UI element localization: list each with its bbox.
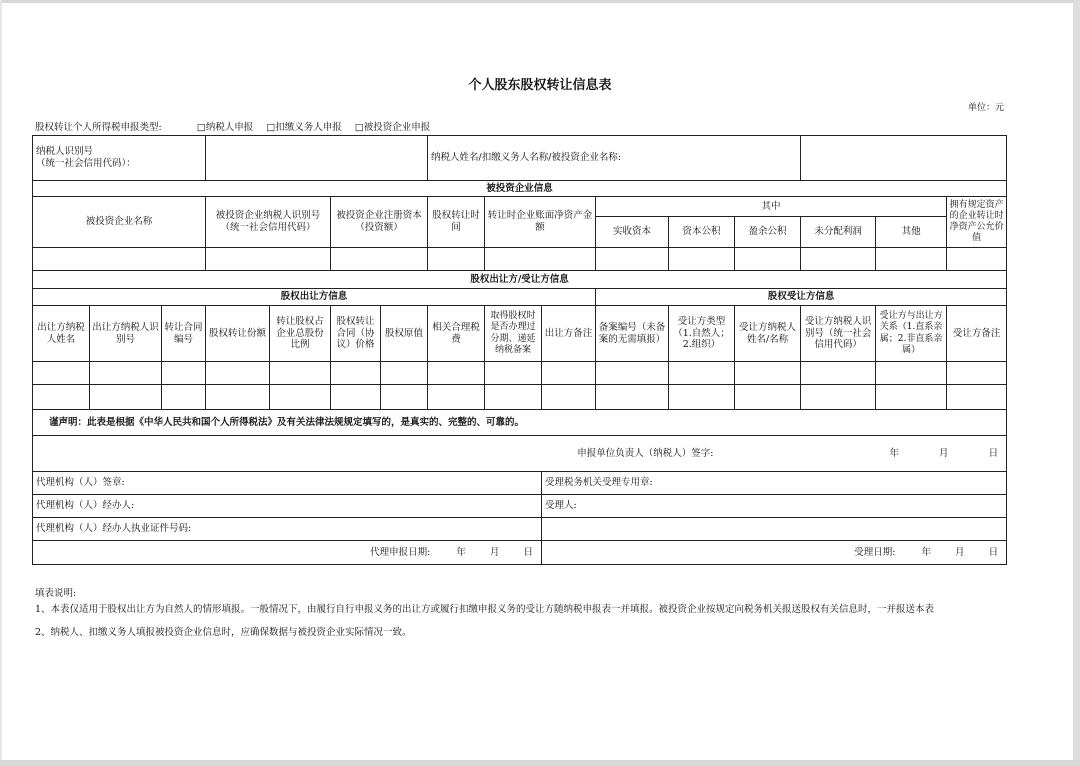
agent-date-day: 日 <box>523 546 534 558</box>
invested-tax-id-cell[interactable] <box>206 248 331 271</box>
other-header: 其他 <box>876 217 947 248</box>
table-cell[interactable] <box>947 362 1007 385</box>
table-cell[interactable] <box>669 362 735 385</box>
receiver-label[interactable]: 受理人: <box>542 495 1007 518</box>
table-cell[interactable] <box>596 385 669 410</box>
tax-office-seal-label[interactable]: 受理税务机关受理专用章: <box>542 472 1007 495</box>
table-cell[interactable] <box>206 385 270 410</box>
taxpayer-header-row <box>33 136 1007 181</box>
table-cell[interactable] <box>485 385 542 410</box>
page-right-border <box>1073 0 1080 766</box>
note-item: 1、本表仅适用于股权出让方为自然人的情形填报。一般情况下，由履行自行申报义务的出让方或履行扣缴申报义务的受让方随纳税申报表一并填报。被投资企业按规定向税务机关报送股权有关信息时，一并报送本表 <box>35 604 935 615</box>
relationship-header: 受让方与出让方关系（1.直系亲属；2.非直系亲属） <box>876 306 947 362</box>
transferor-tax-id-header: 出让方纳税人识别号 <box>90 306 162 362</box>
table-cell[interactable] <box>270 385 331 410</box>
equity-transfer-table <box>32 135 1007 565</box>
transferee-name-header: 受让方纳税人姓名/名称 <box>735 306 801 362</box>
table-cell[interactable] <box>381 362 428 385</box>
taxpayer-name-label: 纳税人姓名/扣缴义务人名称/被投资企业名称: <box>428 136 801 181</box>
table-cell[interactable] <box>735 385 801 410</box>
table-cell[interactable] <box>428 385 485 410</box>
note-item: 2、纳税人、扣缴义务人填报被投资企业信息时，应确保数据与被投资企业实际情况一致。 <box>35 627 412 638</box>
table-cell[interactable] <box>876 385 947 410</box>
invested-tax-id-header: 被投资企业纳税人识别号（统一社会信用代码） <box>206 197 331 248</box>
table-cell[interactable] <box>331 362 381 385</box>
tax-office-date-year: 年 <box>921 546 931 558</box>
taxpayer-name-cell[interactable] <box>801 136 1007 181</box>
signature-year: 年 <box>889 447 899 459</box>
fair-value-header: 拥有规定资产的企业转让时净资产公允价值 <box>947 197 1007 248</box>
agent-handler-label[interactable]: 代理机构（人）经办人: <box>33 495 542 518</box>
agent-license-row <box>33 518 1007 541</box>
net-assets-header: 转让时企业账面净资产金额 <box>485 197 596 248</box>
contract-number-header: 转让合同编号 <box>162 306 206 362</box>
party-data-row <box>33 385 1007 410</box>
table-cell[interactable] <box>542 385 596 410</box>
transfer-share-header: 股权转让份额 <box>206 306 270 362</box>
invested-section-title: 被投资企业信息 <box>33 181 1007 197</box>
table-cell[interactable] <box>876 362 947 385</box>
transfer-time-cell[interactable] <box>428 248 485 271</box>
tax-office-date-cell[interactable] <box>542 541 1007 565</box>
tax-office-date-day: 日 <box>988 546 999 558</box>
installment-filing-header: 取得股权时是否办理过分期、递延纳税备案 <box>485 306 542 362</box>
undistributed-profit-header: 未分配利润 <box>801 217 876 248</box>
declaration-type-label: 股权转让个人所得税申报类型: <box>35 122 162 133</box>
agent-seal-label[interactable]: 代理机构（人）签章: <box>33 472 542 495</box>
table-cell[interactable] <box>428 362 485 385</box>
declaration-type-row <box>35 119 430 133</box>
party-header-row <box>33 306 1007 362</box>
page-title: 个人股东股权转让信息表 <box>468 78 612 93</box>
blank-cell <box>542 518 1007 541</box>
transferee-tax-id-header: 受让方纳税人识别号（统一社会信用代码） <box>801 306 876 362</box>
taxpayer-id-cell[interactable] <box>206 136 428 181</box>
table-cell[interactable] <box>669 385 735 410</box>
unit-label: 单位：元 <box>967 103 1004 113</box>
invested-name-header: 被投资企业名称 <box>33 197 206 248</box>
invested-enterprise-declare-checkbox[interactable]: □被投资企业申报 <box>354 122 431 133</box>
surplus-reserve-header: 盈余公积 <box>735 217 801 248</box>
share-ratio-header: 转让股权占企业总股份比例 <box>270 306 331 362</box>
surplus-reserve-cell[interactable] <box>735 248 801 271</box>
paid-in-capital-header: 实收资本 <box>596 217 669 248</box>
table-cell[interactable] <box>947 385 1007 410</box>
tax-office-date-month: 月 <box>955 546 965 558</box>
table-cell[interactable] <box>801 385 876 410</box>
signature-day: 日 <box>988 447 999 459</box>
table-cell[interactable] <box>735 362 801 385</box>
signature-label: 申报单位负责人（纳税人）签字: <box>577 447 714 459</box>
of-which-header: 其中 <box>596 197 947 217</box>
transferor-remarks-header: 出让方备注 <box>542 306 596 362</box>
agent-date-label: 代理申报日期: <box>370 546 431 558</box>
agent-license-label[interactable]: 代理机构（人）经办人执业证件号码: <box>33 518 542 541</box>
date-row <box>33 541 1007 565</box>
table-cell[interactable] <box>270 362 331 385</box>
registered-capital-cell[interactable] <box>331 248 428 271</box>
agent-date-month: 月 <box>489 546 500 558</box>
table-cell[interactable] <box>206 362 270 385</box>
signature-row <box>33 436 1007 472</box>
taxpayer-id-label: 纳税人识别号 （统一社会信用代码）： <box>33 136 206 181</box>
transferee-type-header: 受让方类型（1.自然人；2.组织） <box>669 306 735 362</box>
declaration-row <box>33 410 1007 436</box>
notes-title: 填表说明: <box>35 588 77 599</box>
signature-cell[interactable] <box>33 436 1007 472</box>
transferee-title: 股权受让方信息 <box>596 289 1007 306</box>
contract-price-header: 股权转让合同（协议）价格 <box>331 306 381 362</box>
capital-reserve-cell[interactable] <box>669 248 735 271</box>
page-top-border <box>0 0 1080 3</box>
table-cell[interactable] <box>542 362 596 385</box>
table-cell[interactable] <box>596 362 669 385</box>
agent-seal-row <box>33 472 1007 495</box>
page-left-border <box>0 0 2 766</box>
filing-number-header: 备案编号（未备案的无需填报） <box>596 306 669 362</box>
withholding-agent-declare-checkbox[interactable]: □扣缴义务人申报 <box>266 122 342 133</box>
table-cell[interactable] <box>331 385 381 410</box>
signature-month: 月 <box>939 447 949 459</box>
party-subtitle-row <box>33 289 1007 306</box>
invested-name-cell[interactable] <box>33 248 206 271</box>
reasonable-taxes-header: 相关合理税费 <box>428 306 485 362</box>
party-section-title: 股权出让方/受让方信息 <box>33 271 1007 289</box>
invested-header-row <box>33 197 1007 217</box>
declaration-statement: 谨声明：此表是根据《中华人民共和国个人所得税法》及有关法律法规规定填写的，是真实的、完整的、可靠的。 <box>33 410 1007 436</box>
transferor-name-header: 出让方纳税人姓名 <box>33 306 90 362</box>
party-section-title-row <box>33 271 1007 289</box>
agent-handler-row <box>33 495 1007 518</box>
paid-in-capital-cell[interactable] <box>596 248 669 271</box>
undistributed-profit-cell[interactable] <box>801 248 876 271</box>
net-assets-cell[interactable] <box>485 248 596 271</box>
capital-reserve-header: 资本公积 <box>669 217 735 248</box>
table-cell[interactable] <box>381 385 428 410</box>
table-cell[interactable] <box>33 362 90 385</box>
table-cell[interactable] <box>33 385 90 410</box>
party-data-row <box>33 362 1007 385</box>
fair-value-cell[interactable] <box>947 248 1007 271</box>
table-cell[interactable] <box>90 362 162 385</box>
table-cell[interactable] <box>90 385 162 410</box>
table-cell[interactable] <box>162 385 206 410</box>
table-cell[interactable] <box>162 362 206 385</box>
agent-date-cell[interactable] <box>33 541 542 565</box>
transfer-time-header: 股权转让时间 <box>428 197 485 248</box>
invested-section-title-row <box>33 181 1007 197</box>
other-cell[interactable] <box>876 248 947 271</box>
invested-data-row <box>33 248 1007 271</box>
taxpayer-declare-checkbox[interactable]: □纳税人申报 <box>196 122 254 133</box>
table-cell[interactable] <box>801 362 876 385</box>
agent-date-year: 年 <box>456 546 466 558</box>
transferee-remarks-header: 受让方备注 <box>947 306 1007 362</box>
transferor-title: 股权出让方信息 <box>33 289 596 306</box>
registered-capital-header: 被投资企业注册资本（投资额） <box>331 197 428 248</box>
page-bottom-border <box>0 760 1080 766</box>
tax-office-date-label: 受理日期: <box>854 546 896 558</box>
table-cell[interactable] <box>485 362 542 385</box>
original-value-header: 股权原值 <box>381 306 428 362</box>
